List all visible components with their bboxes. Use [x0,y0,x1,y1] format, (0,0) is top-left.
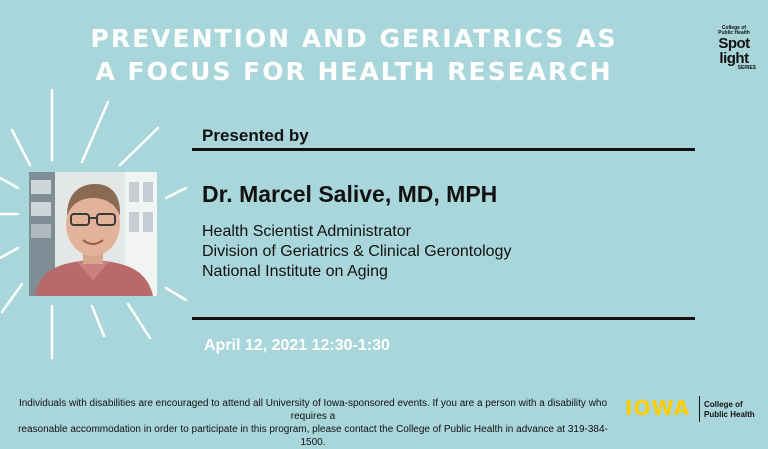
logo-series: SERIES [737,65,756,71]
notice-line-2: reasonable accommodation in order to participate in this program, please contact the College of Public Health in advance at 319-384-1500. [18,424,608,448]
ray [128,304,150,338]
ray [0,178,18,188]
logo-divider [699,396,700,422]
notice-line-1: Individuals with disabilities are encouraged to attend all University of Iowa-sponsored events. If you are a person with a disability who requires a [18,398,608,422]
speaker-photo [29,172,157,296]
logo-spot: Spot [718,35,750,52]
speaker-division: Division of Geriatrics & Clinical Gerontology [202,243,512,260]
spotlight-series-logo [708,26,760,71]
bottom-divider [192,317,695,320]
ray [166,288,186,300]
speaker-institute: National Institute on Aging [202,263,388,280]
accessibility-notice [10,397,616,449]
presented-by-label: Presented by [202,126,309,145]
title-line-1: PREVENTION AND GERIATRICS AS [90,24,618,53]
title-line-2: A FOCUS FOR HEALTH RESEARCH [95,57,613,86]
speaker-title: Health Scientist Administrator [202,223,411,240]
speaker-portrait-image [29,172,157,296]
ray [2,284,22,312]
college-line-1: College of [704,400,743,409]
ray [0,248,18,258]
ray [92,306,104,336]
logo-college-of: College of [721,25,747,31]
college-line-2: Public Health [704,410,755,419]
ray [166,188,186,198]
college-logo-text [704,400,766,420]
ray [120,128,158,165]
speaker-name: Dr. Marcel Salive, MD, MPH [202,181,498,207]
event-title [0,22,708,88]
ray [12,130,30,165]
logo-light: light [719,50,749,67]
event-date: April 12, 2021 12:30-1:30 [204,337,390,354]
iowa-wordmark-logo: IOWA [625,396,691,420]
top-divider [192,148,695,151]
logo-public-health: Public Health [718,30,750,36]
ray [82,102,108,162]
